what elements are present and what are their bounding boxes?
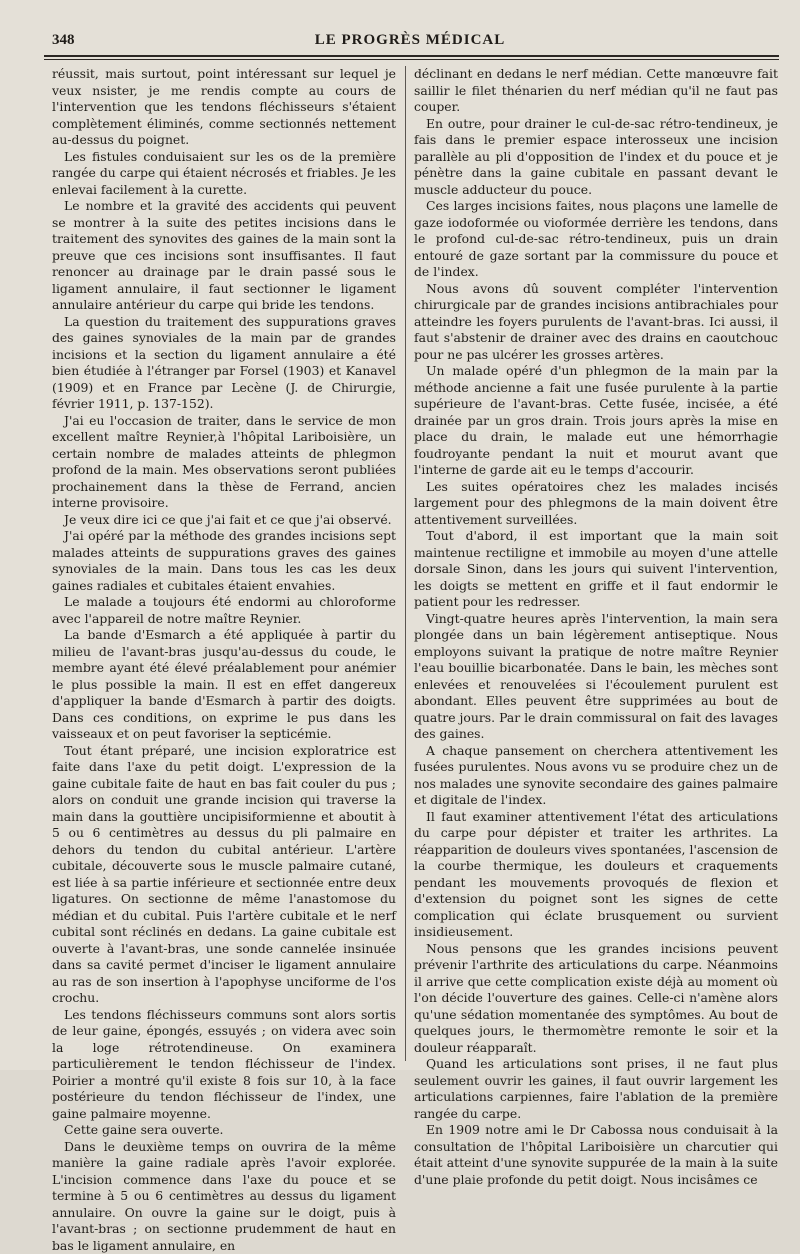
paragraph: Le malade a toujours été endormi au chloroforme avec l'appareil de notre maître Reynier. [52,594,396,627]
page-header [40,30,780,54]
paragraph: En outre, pour drainer le cul-de-sac rétro-tendineux, je fais dans le premier espace interosseux une incision parallèle au pli d'opposition de l'index et du pouce et je pénètre dans la gaine cubitale en passant devant le muscle adducteur du pouce. [414,116,778,199]
paragraph: Nous pensons que les grandes incisions peuvent prévenir l'arthrite des articulations du carpe. Néanmoins il arrive que cette complication existe déjà au moment où l'on décide l'ouverture des gaines. Celle-ci n'amène alors qu'une sédation momentanée des symptômes. Au bout de quelques jours, le thermomètre remonte le soir et la douleur réapparaît. [414,941,778,1057]
paragraph: déclinant en dedans le nerf médian. Cette manœuvre fait saillir le filet thénarien du nerf médian qu'il ne faut pas couper. [414,66,778,116]
paragraph: Le nombre et la gravité des accidents qui peuvent se montrer à la suite des petites incisions dans le traitement des synovites des gaines de la main sont la preuve que ces incisions sont insuffisantes. Il faut renoncer au drainage par le drain passé sous le ligament annulaire, il faut sectionner le ligament annulaire antérieur du carpe qui bride les tendons. [52,198,396,314]
paragraph: réussit, mais surtout, point intéressant sur lequel je veux nsister, je me rendis compte au cours de l'intervention que les tendons fléchisseurs s'étaient complètement éliminés, comme sectionnés nettement au-dessus du poignet. [52,66,396,149]
paragraph: Vingt-quatre heures après l'intervention, la main sera plongée dans un bain légèrement antiseptique. Nous employons suivant la pratique de notre maître Reynier l'eau bouillie bicarbonatée. Dans le bain, les mèches sont enlevées et renouvelées si l'écoulement purulent est abondant. Elles peuvent être supprimées au bout de quatre jours. Par le drain commissural on fait des lavages des gaines. [414,611,778,743]
page-number: 348 [52,32,75,49]
paragraph: Nous avons dû souvent compléter l'intervention chirurgicale par de grandes incisions antibrachiales pour atteindre les foyers purulents de l'avant-bras. Ici aussi, il faut s'abstenir de drainer avec des drains en caoutchouc pour ne pas ulcérer les grosses artères. [414,281,778,364]
paragraph: Tout d'abord, il est important que la main soit maintenue rectiligne et immobile au moyen d'une attelle dorsale Sinon, dans les jours qui suivent l'intervention, les doigts se mettent en griffe et il faut endormir le patient pour les redresser. [414,528,778,611]
right-column [414,66,778,1066]
running-title: LE PROGRÈS MÉDICAL [40,32,780,49]
header-rule [44,55,779,60]
left-column [52,66,396,1066]
paragraph: La question du traitement des suppurations graves des gaines synoviales de la main par de grandes incisions et la section du ligament annulaire a été bien étudiée à l'étranger par Forsel (1903) et Kanavel (1909) et en France par Lecène (J. de Chirurgie, février 1911, p. 137-152). [52,314,396,413]
paragraph: Les tendons fléchisseurs communs sont alors sortis de leur gaine, épongés, essuyés ; on videra avec soin la loge rétrotendineuse. On examinera particulièrement le tendon fléchisseur de l'index. Poirier a montré qu'il existe 8 fois sur 10, à la face postérieure du tendon fléchisseur de l'index, une gaine palmaire moyenne. [52,1007,396,1123]
paragraph: J'ai opéré par la méthode des grandes incisions sept malades atteints de suppurations graves des gaines synoviales de la main. Dans tous les cas les deux gaines radiales et cubitales étaient envahies. [52,528,396,594]
paragraph: Les fistules conduisaient sur les os de la première rangée du carpe qui étaient nécrosés et friables. Je les enlevai facilement à la curette. [52,149,396,199]
column-divider [405,66,406,1061]
paragraph: Ces larges incisions faites, nous plaçons une lamelle de gaze iodoformée ou vioformée derrière les tendons, dans le profond cul-de-sac rétro-tendineux, puis un drain entouré de gaze sortant par la commissure du pouce et de l'index. [414,198,778,281]
paragraph: J'ai eu l'occasion de traiter, dans le service de mon excellent maître Reynier,à l'hôpital Lariboisière, un certain nombre de malades atteints de phlegmon profond de la main. Mes observations seront publiées prochainement dans la thèse de Ferrand, ancien interne provisoire. [52,413,396,512]
paragraph: Un malade opéré d'un phlegmon de la main par la méthode ancienne a fait une fusée purulente à la partie supérieure de l'avant-bras. Cette fusée, incisée, a été drainée par un gros drain. Trois jours après la mise en place du drain, le malade eut une hémorrhagie foudroyante pendant la nuit et mourut avant que l'interne de garde ait eu le temps d'accourir. [414,363,778,479]
paragraph: Les suites opératoires chez les malades incisés largement pour des phlegmons de la main doivent être attentivement surveillées. [414,479,778,529]
paragraph: Quand les articulations sont prises, il ne faut plus seulement ouvrir les gaines, il faut ouvrir largement les articulations carpiennes, faire l'ablation de la première rangée du carpe. [414,1056,778,1122]
paragraph: A chaque pansement on cherchera attentivement les fusées purulentes. Nous avons vu se produire chez un de nos malades une synovite secondaire des gaines palmaire et digitale de l'index. [414,743,778,809]
paragraph: Dans le deuxième temps on ouvrira de la même manière la gaine radiale après l'avoir explorée. L'incision commence dans l'axe du pouce et se termine à 5 ou 6 centimètres au dessus du ligament annulaire. On ouvre la gaine sur le doigt, puis à l'avant-bras ; on sectionne prudemment de haut en bas le ligament annulaire, en [52,1139,396,1254]
paragraph: Il faut examiner attentivement l'état des articulations du carpe pour dépister et traiter les arthrites. La réapparition de douleurs vives spontanées, l'ascension de la courbe thermique, les douleurs et craquements pendant les mouvements provoqués de flexion et d'extension du poignet sont les signes de cette complication qui éclate brusquement ou survient insidieusement. [414,809,778,941]
paragraph: Je veux dire ici ce que j'ai fait et ce que j'ai observé. [52,512,396,529]
paragraph: Cette gaine sera ouverte. [52,1122,396,1139]
paragraph: Tout étant préparé, une incision exploratrice est faite dans l'axe du petit doigt. L'expression de la gaine cubitale faite de haut en bas fait couler du pus ; alors on conduit une grande incision qui traverse la main dans la gouttière uncipisiformienne et aboutit à 5 ou 6 centimètres au dessus du pli palmaire en dehors du tendon du cubital antérieur. L'artère cubitale, découverte sous le muscle palmaire cutané, est liée à sa partie inférieure et sectionnée entre deux ligatures. On sectionne de même l'anastomose du médian et du cubital. Puis l'artère cubitale et le nerf cubital sont réclinés en dedans. La gaine cubitale est ouverte à l'avant-bras, une sonde cannelée insinuée dans sa cavité permet d'inciser le ligament annulaire au ras de son insertion à l'apophyse unciforme de l'os crochu. [52,743,396,1007]
paragraph: En 1909 notre ami le Dr Cabossa nous conduisait à la consultation de l'hôpital Lariboisière un charcutier qui était atteint d'une synovite suppurée de la main à la suite d'une plaie profonde du petit doigt. Nous incisâmes ce [414,1122,778,1188]
paragraph: La bande d'Esmarch a été appliquée à partir du milieu de l'avant-bras jusqu'au-dessus du coude, le membre ayant été élevé préalablement pour anémier le plus possible la main. Il est en effet dangereux d'appliquer la bande d'Esmarch à partir des doigts. Dans ces conditions, on exprime le pus dans les vaisseaux et on peut favoriser la septicémie. [52,627,396,743]
